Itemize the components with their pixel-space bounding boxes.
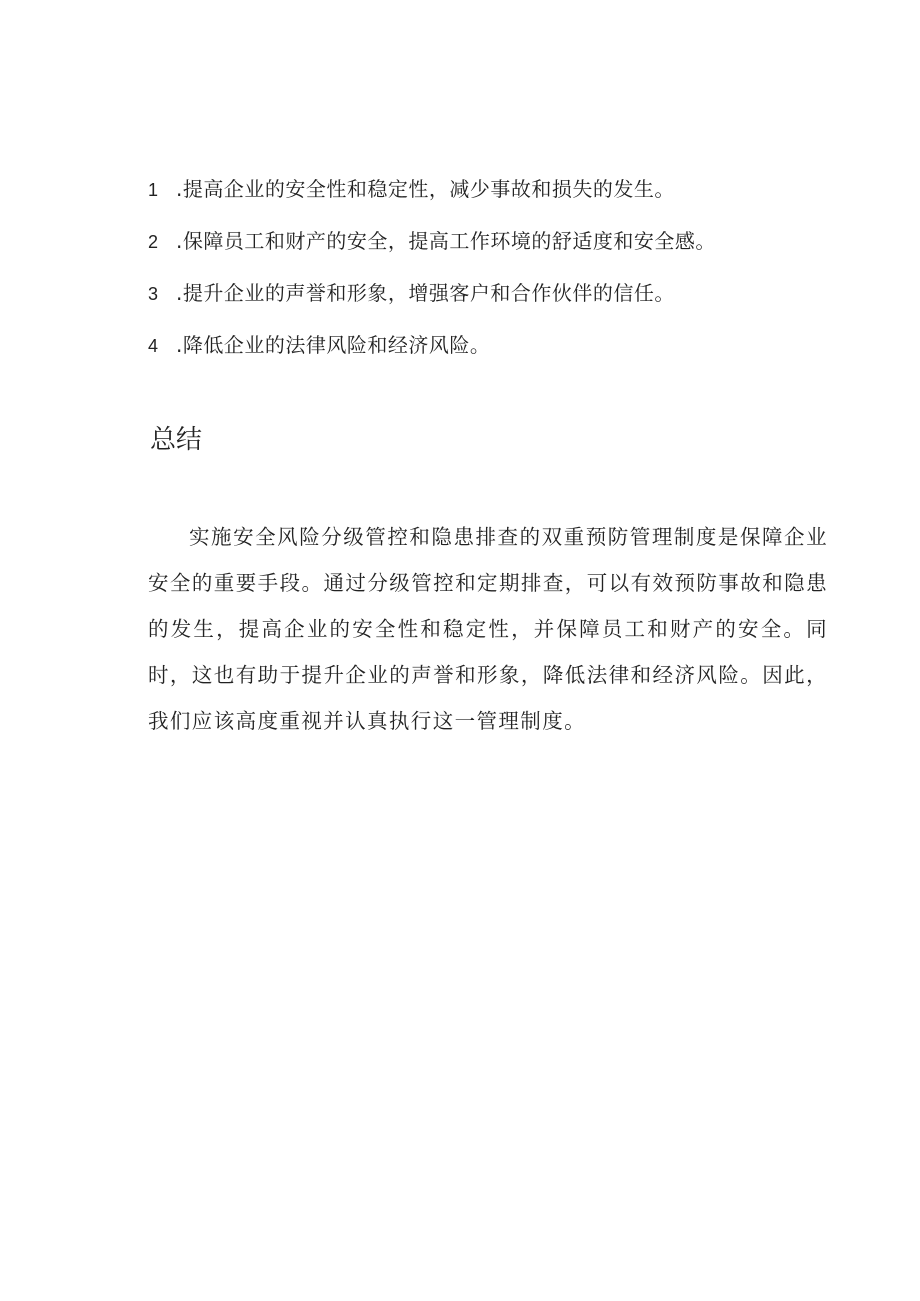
list-item-text: .保障员工和财产的安全，提高工作环境的舒适度和安全感。 <box>176 229 716 253</box>
section-title-summary: 总结 <box>150 425 203 455</box>
list-item-text: .提升企业的声誉和形象，增强客户和合作伙伴的信任。 <box>176 281 675 305</box>
list-item <box>148 222 828 260</box>
benefit-list <box>148 170 828 378</box>
list-item-number: 2 <box>148 232 159 252</box>
list-item-text: .提高企业的安全性和稳定性，减少事故和损失的发生。 <box>176 177 675 201</box>
list-item <box>148 274 828 312</box>
list-item-number: 4 <box>148 336 159 356</box>
list-item <box>148 170 828 208</box>
summary-paragraph: 实施安全风险分级管控和隐患排查的双重预防管理制度是保障企业安全的重要手段。通过分级管控和定期排查，可以有效预防事故和隐患的发生，提高企业的安全性和稳定性，并保障员工和财产的安全。同时，这也有助于提升企业的声誉和形象，降低法律和经济风险。因此，我们应该高度重视并认真执行这一管理制度。 <box>148 525 828 733</box>
list-item <box>148 326 828 364</box>
list-item-number: 1 <box>148 180 159 200</box>
list-item-number: 3 <box>148 284 159 304</box>
list-item-text: .降低企业的法律风险和经济风险。 <box>176 333 491 357</box>
